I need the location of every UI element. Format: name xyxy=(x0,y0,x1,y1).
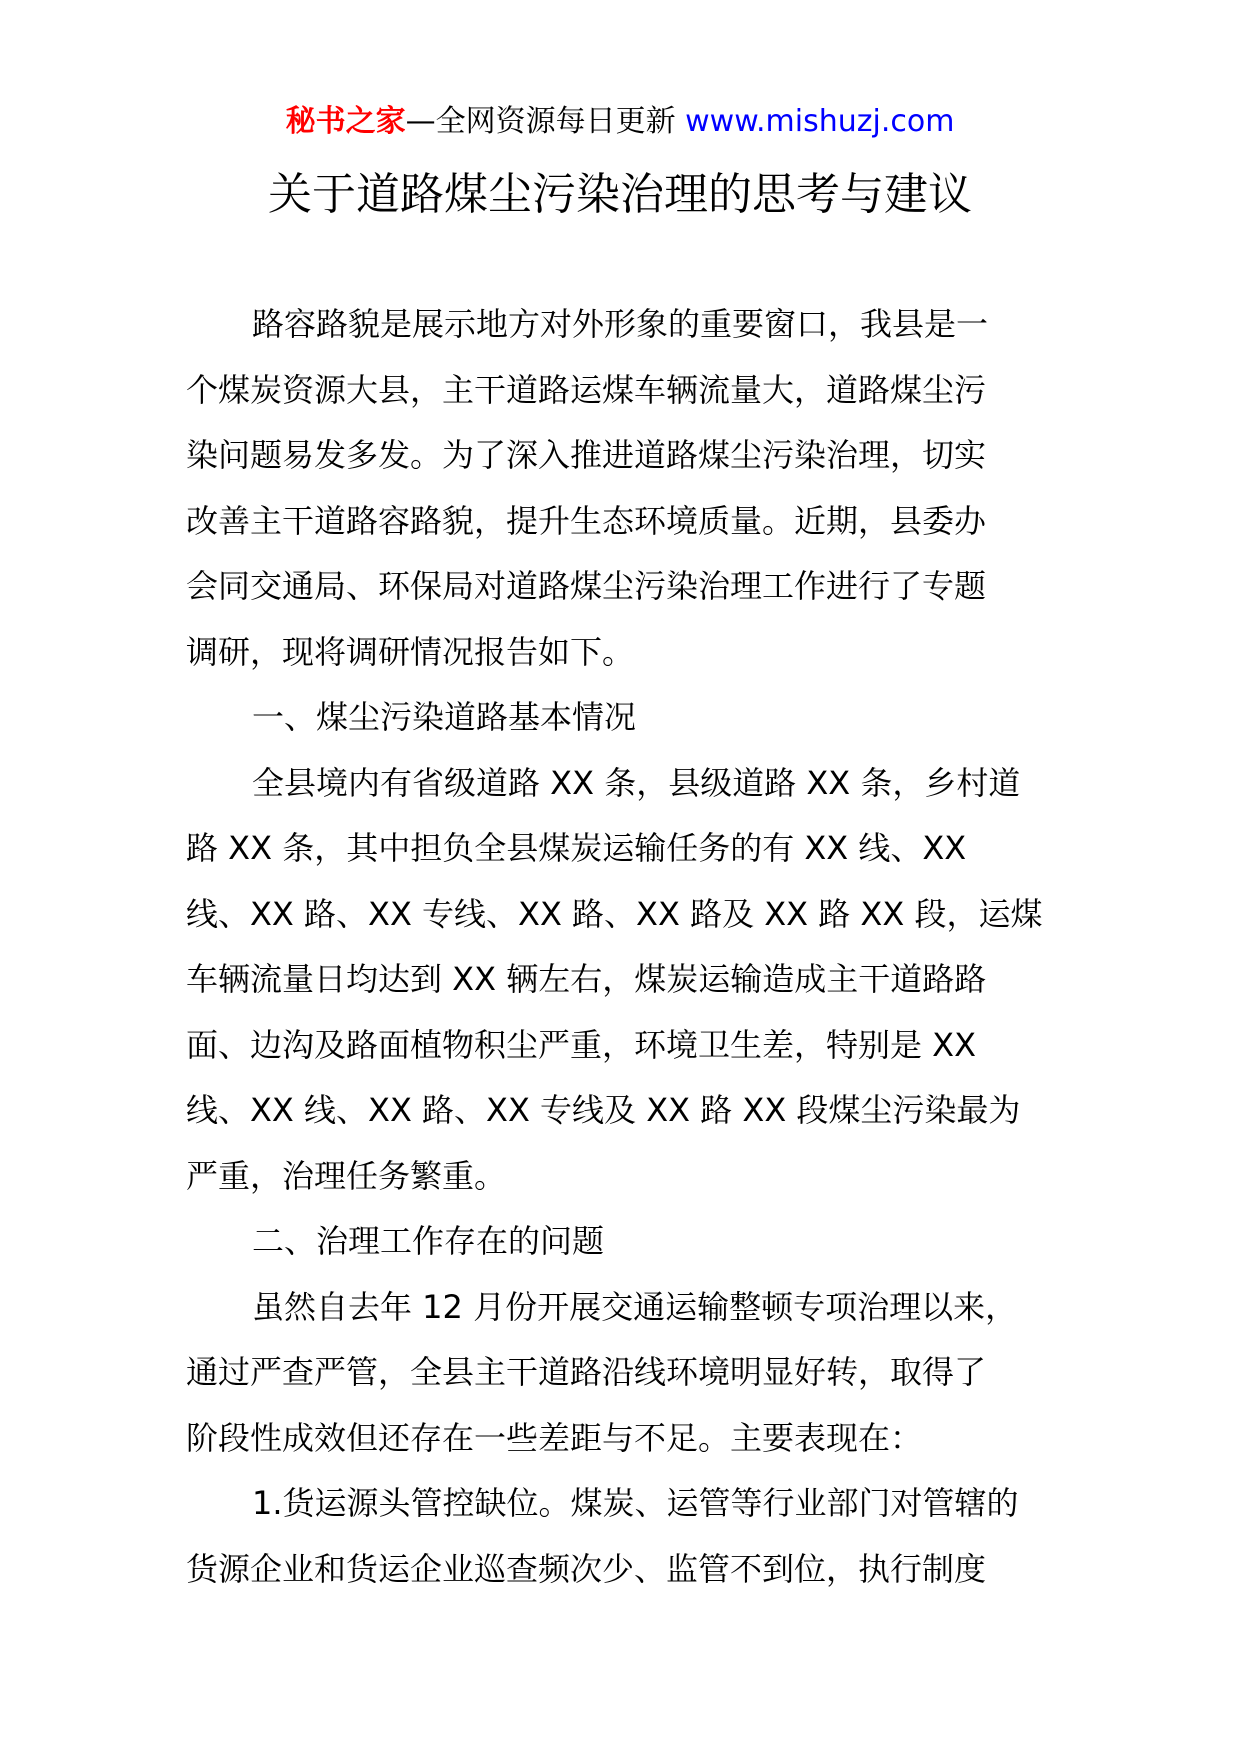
body-line: 改善主干道路容路貌，提升生态环境质量。近期，县委办 xyxy=(186,501,987,540)
body-line: 车辆流量日均达到 XX 辆左右，煤炭运输造成主干道路路 xyxy=(186,960,987,998)
body-line: 阶段性成效但还存在一些差距与不足。主要表现在： xyxy=(186,1418,923,1457)
body-line: 路 XX 条，其中担负全县煤炭运输任务的有 XX 线、XX xyxy=(186,829,967,867)
body-line: 货源企业和货运企业巡查频次少、监管不到位，执行制度 xyxy=(186,1549,987,1588)
body-line: 线、XX 线、XX 路、XX 专线及 XX 路 XX 段煤尘污染最为 xyxy=(186,1091,1021,1129)
body-line: 通过严查严管，全县主干道路沿线环境明显好转，取得了 xyxy=(186,1353,987,1391)
body-line: 调研，现将调研情况报告如下。 xyxy=(186,632,635,671)
site-url-link[interactable]: www.mishuzj.com xyxy=(685,104,955,139)
body-line: 个煤炭资源大县，主干道路运煤车辆流量大，道路煤尘污 xyxy=(186,370,987,409)
body-line: 线、XX 路、XX 专线、XX 路、XX 路及 XX 路 XX 段，运煤 xyxy=(186,894,1043,933)
site-brand: 秘书之家 xyxy=(285,104,406,139)
site-slogan: —全网资源每日更新 xyxy=(405,104,686,139)
body-line: 1.货运源头管控缺位。煤炭、运管等行业部门对管辖的 xyxy=(252,1484,1019,1522)
body-line: 路容路貌是展示地方对外形象的重要窗口，我县是一 xyxy=(252,305,989,343)
document-title: 关于道路煤尘污染治理的思考与建议 xyxy=(268,169,972,220)
body-line: 全县境内有省级道路 XX 条，县级道路 XX 条，乡村道 xyxy=(252,763,1021,802)
body-line: 严重，治理任务繁重。 xyxy=(186,1156,507,1195)
site-header xyxy=(0,100,1240,144)
document-body xyxy=(186,292,1054,1602)
body-line: 面、边沟及路面植物积尘严重，环境卫生差，特别是 XX xyxy=(186,1025,977,1064)
section-heading: 一、煤尘污染道路基本情况 xyxy=(252,698,637,736)
body-line: 染问题易发多发。为了深入推进道路煤尘污染治理，切实 xyxy=(186,436,987,474)
section-heading: 二、治理工作存在的问题 xyxy=(252,1222,605,1260)
body-line: 虽然自去年 12 月份开展交通运输整顿专项治理以来， xyxy=(252,1287,1018,1326)
body-line: 会同交通局、环保局对道路煤尘污染治理工作进行了专题 xyxy=(186,567,987,605)
